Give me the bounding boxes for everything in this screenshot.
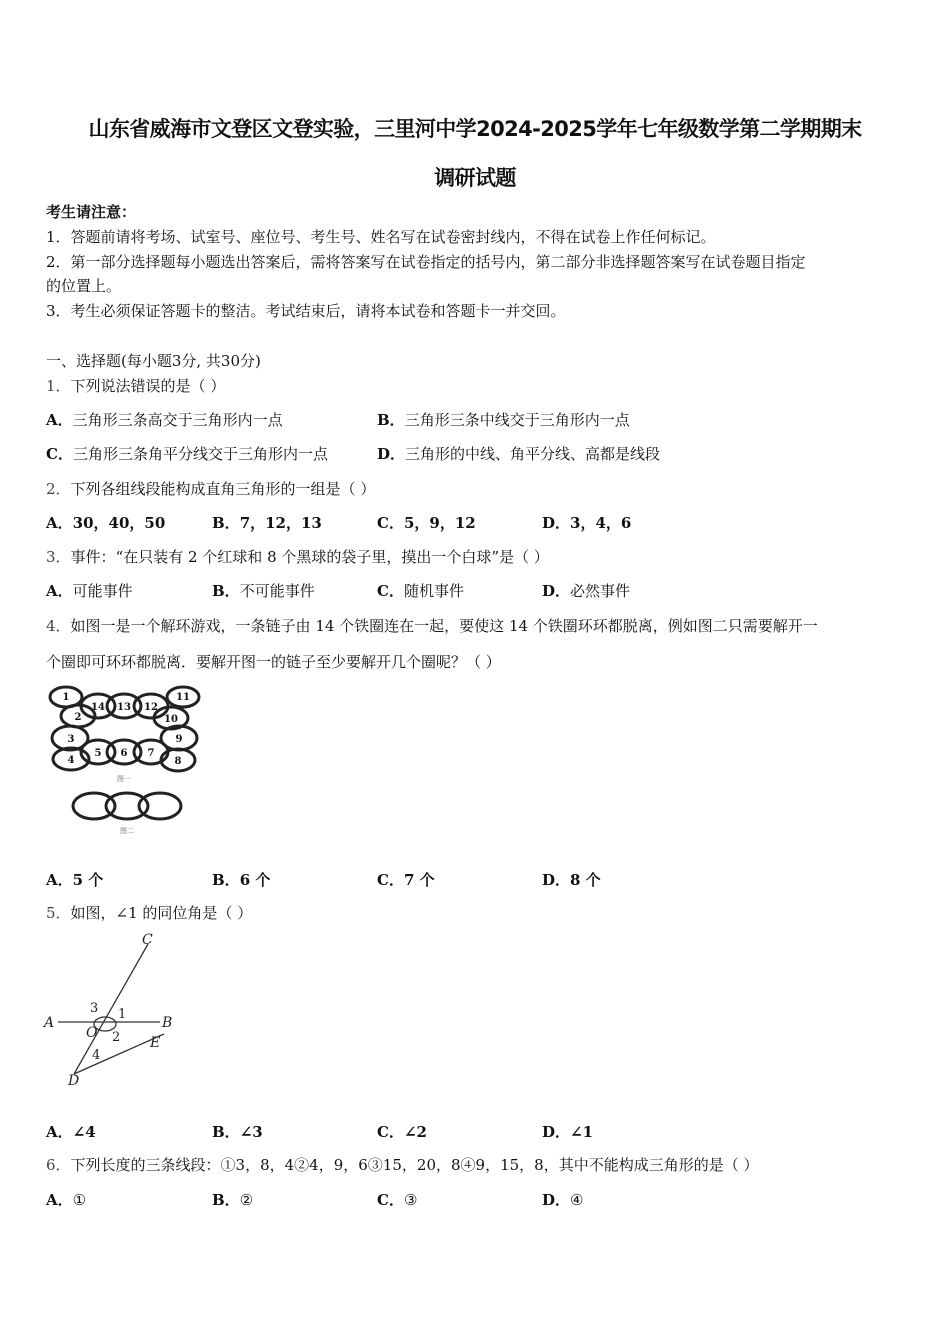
q3-option-d[interactable]: D．必然事件 (542, 582, 631, 600)
q4-option-c[interactable]: C．7 个 (377, 871, 435, 889)
angle-2-label: 2 (112, 1030, 121, 1045)
question-text: 下列长度的三条线段：①3，8，4②4，9，6③15，20，8④9，15，8，其中不能构成三角形的是（ ） (70, 1156, 759, 1174)
angle-1-label: 1 (118, 1007, 127, 1022)
question-number: 1． (46, 377, 71, 395)
question-6 (46, 1155, 758, 1175)
ring-label-12: 12 (144, 702, 158, 713)
q4-option-b[interactable]: B．6 个 (212, 871, 271, 889)
q5-option-b[interactable]: B．∠3 (212, 1123, 263, 1141)
question-5 (46, 903, 252, 923)
ring-label-10: 10 (164, 714, 178, 725)
notice-item-2: 2．第一部分选择题每小题选出答案后，需将答案写在试卷指定的括号内，第二部分非选择题答案写在试卷题目指定 (46, 253, 806, 271)
q5-option-c[interactable]: C．∠2 (377, 1123, 427, 1141)
line-cd (74, 944, 148, 1074)
q2-option-d[interactable]: D．3，4，6 (542, 514, 632, 532)
question-text: 事件：“在只装有 2 个红球和 8 个黑球的袋子里，摸出一个白球”是（ ） (70, 548, 549, 566)
q1-option-a[interactable]: A．三角形三条高交于三角形内一点 (46, 411, 283, 429)
q4-option-d[interactable]: D．8 个 (542, 871, 601, 889)
question-4 (46, 616, 818, 636)
point-c-label: C (142, 932, 153, 948)
ring-a (73, 793, 115, 819)
ring-label-3: 3 (67, 734, 75, 745)
question-text: 如图，∠1 的同位角是（ ） (70, 904, 253, 922)
point-d-label: D (68, 1073, 80, 1089)
question-text: 下列说法错误的是（ ） (70, 377, 226, 395)
question-3 (46, 547, 549, 567)
q5-option-d[interactable]: D．∠1 (542, 1123, 594, 1141)
point-b-label: B (162, 1015, 173, 1031)
question-text: 下列各组线段能构成直角三角形的一组是（ ） (70, 480, 376, 498)
point-e-label: E (150, 1035, 161, 1051)
q1-option-c[interactable]: C．三角形三条角平分线交于三角形内一点 (46, 445, 328, 463)
ring-c (139, 793, 181, 819)
ring-label-9: 9 (175, 734, 183, 745)
question-4-cont: 个圈即可环环都脱离．要解开图一的链子至少要解开几个圈呢？（ ） (46, 653, 501, 671)
q1-option-d[interactable]: D．三角形的中线、角平分线、高都是线段 (377, 445, 661, 463)
q1-option-b[interactable]: B．三角形三条中线交于三角形内一点 (377, 411, 630, 429)
notice-item-3: 3．考生必须保证答题卡的整洁。考试结束后，请将本试卷和答题卡一并交回。 (46, 302, 566, 320)
q2-option-c[interactable]: C．5，9，12 (377, 514, 476, 532)
question-number: 3． (46, 548, 71, 566)
question-2 (46, 479, 375, 499)
q3-option-a[interactable]: A．可能事件 (46, 582, 133, 600)
ring-label-8: 8 (174, 756, 182, 767)
q6-option-b[interactable]: B．② (212, 1191, 254, 1209)
point-a-label: A (44, 1015, 55, 1031)
q6-option-c[interactable]: C．③ (377, 1191, 418, 1209)
q6-option-a[interactable]: A．① (46, 1191, 87, 1209)
ring-label-2: 2 (74, 712, 82, 723)
figure-caption-1: 图一 (117, 775, 131, 783)
ring-label-4: 4 (67, 755, 75, 766)
exam-title-line2: 调研试题 (434, 166, 516, 190)
ring-label-1: 1 (62, 692, 70, 703)
ring-label-6: 6 (120, 748, 128, 759)
ring-label-13: 13 (117, 702, 131, 713)
q5-option-a[interactable]: A．∠4 (46, 1123, 96, 1141)
ring-label-5: 5 (94, 748, 102, 759)
q2-option-a[interactable]: A．30，40，50 (46, 514, 166, 532)
notice-item-1: 1．答题前请将考场、试室号、座位号、考生号、姓名写在试卷密封线内，不得在试卷上作任何标记。 (46, 228, 716, 246)
question-1 (46, 376, 225, 396)
figure-caption-2: 图二 (120, 827, 134, 835)
question-number: 5． (46, 904, 71, 922)
angle-figure (40, 928, 190, 1090)
q3-option-c[interactable]: C．随机事件 (377, 582, 464, 600)
angle-4-label: 4 (92, 1048, 101, 1063)
ring-label-11: 11 (176, 692, 190, 703)
angle-3-label: 3 (90, 1001, 99, 1016)
q2-option-b[interactable]: B．7，12，13 (212, 514, 322, 532)
ring-label-7: 7 (147, 748, 155, 759)
ring-label-14: 14 (91, 702, 105, 713)
question-number: 2． (46, 480, 71, 498)
notice-heading: 考生请注意： (46, 203, 137, 221)
notice-item-2-cont: 的位置上。 (46, 277, 122, 295)
q4-option-a[interactable]: A．5 个 (46, 871, 104, 889)
q3-option-b[interactable]: B．不可能事件 (212, 582, 315, 600)
question-number: 6． (46, 1156, 71, 1174)
ring-b (106, 793, 148, 819)
question-number: 4． (46, 617, 71, 635)
exam-title-line1: 山东省威海市文登区文登实验，三里河中学2024-2025学年七年级数学第二学期期末 (88, 117, 862, 141)
question-text: 如图一是一个解环游戏，一条链子由 14 个铁圈连在一起，要使这 14 个铁圈环环都脱离，例如图二只需要解开一 (70, 617, 818, 635)
ring-chain-figure (44, 682, 204, 838)
section-heading: 一、选择题(每小题3分, 共30分) (46, 352, 261, 370)
q6-option-d[interactable]: D．④ (542, 1191, 584, 1209)
point-o-label: O (86, 1025, 98, 1041)
